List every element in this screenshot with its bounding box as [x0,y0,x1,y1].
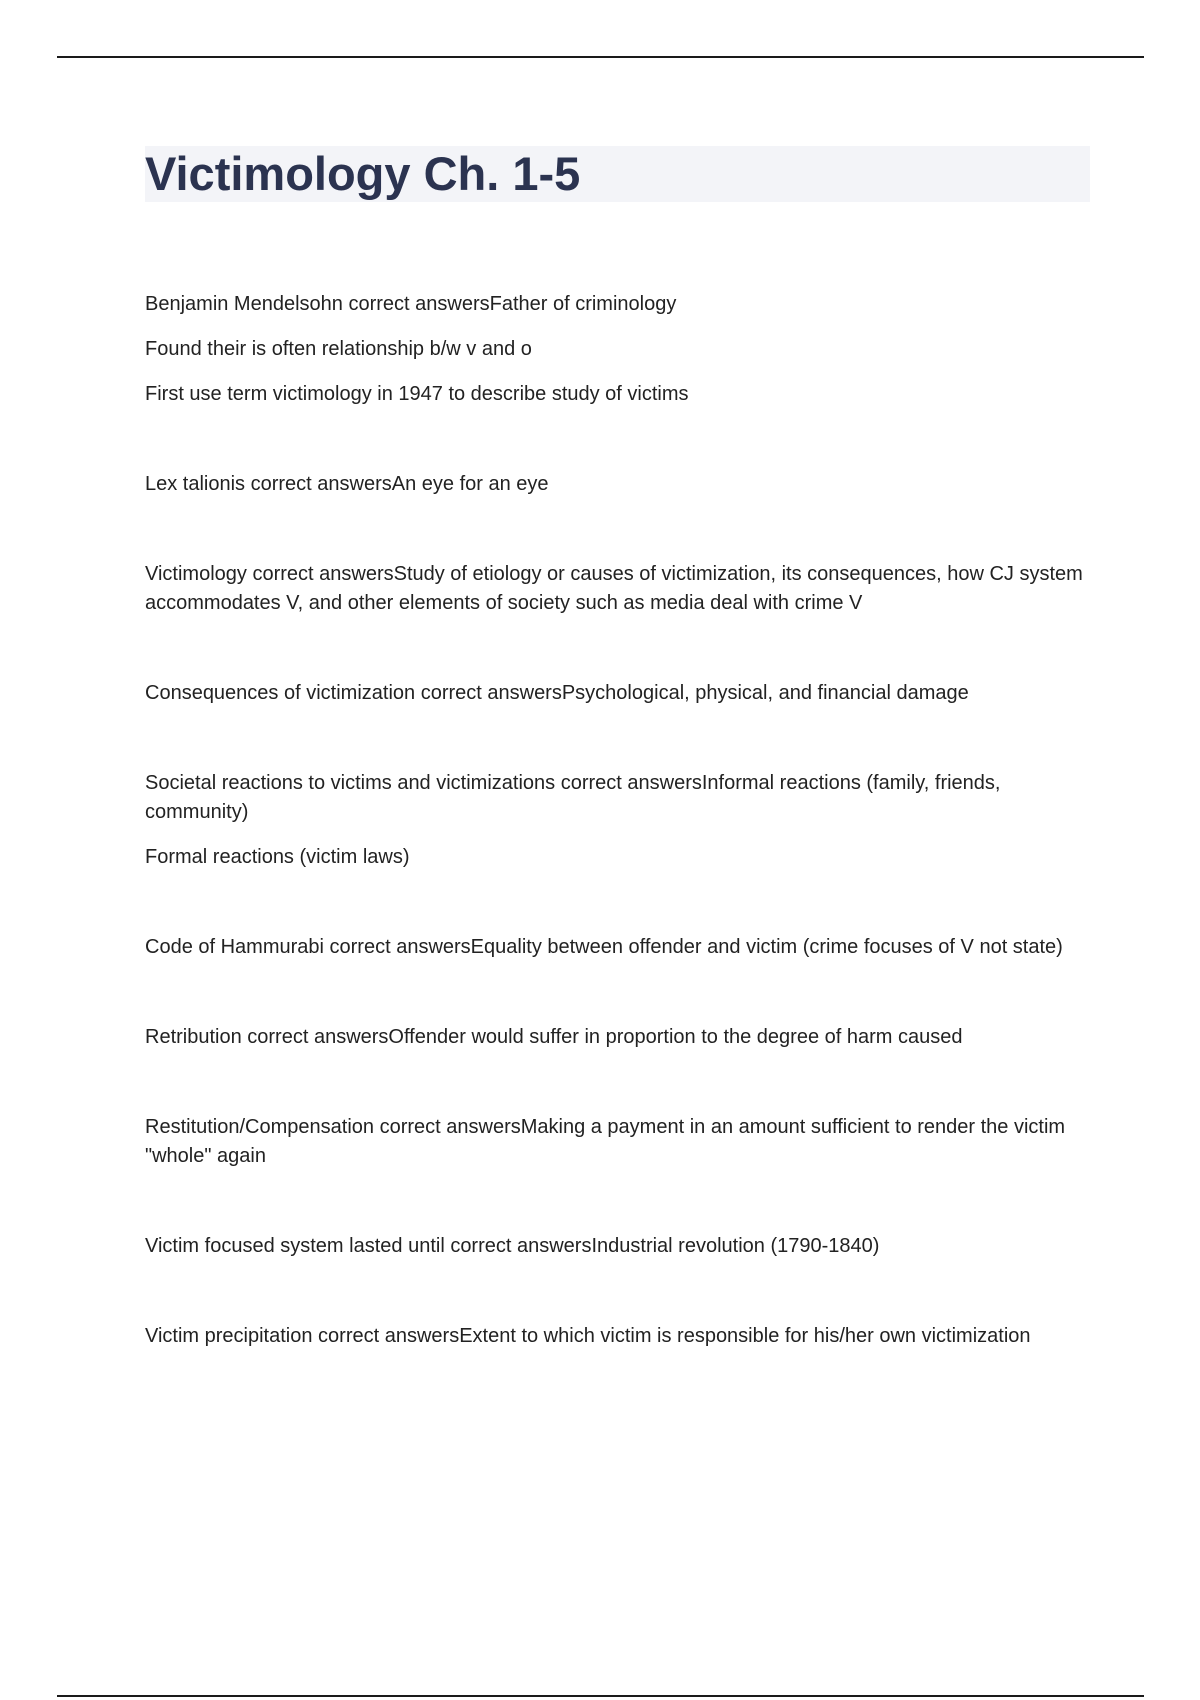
entry-societal-reactions [145,769,1095,872]
entry-line: Consequences of victimization correct answersPsychological, physical, and financial damage [145,682,969,704]
flashcard-list [145,290,1095,1412]
entry-consequences [145,679,1095,708]
entry-victim-focused-system [145,1232,1095,1261]
entry-hammurabi [145,933,1095,962]
entry-line: Restitution/Compensation correct answersMaking a payment in an amount sufficient to render the victim "whole" again [145,1116,1066,1167]
entry-line: Societal reactions to victims and victimizations correct answersInformal reactions (family, friends, community) [145,772,1001,823]
bottom-rule [57,1695,1144,1697]
top-rule [57,56,1144,58]
entry-mendelsohn [145,290,1095,409]
entry-retribution [145,1023,1095,1052]
entry-line: Formal reactions (victim laws) [145,846,410,868]
entry-line: Victim precipitation correct answersExtent to which victim is responsible for his/her own victimization [145,1325,1031,1347]
entry-line: Code of Hammurabi correct answersEquality between offender and victim (crime focuses of V not state) [145,936,1063,958]
page-title: Victimology Ch. 1-5 [145,147,581,200]
entry-line: Benjamin Mendelsohn correct answersFather of criminology [145,293,677,315]
entry-line: First use term victimology in 1947 to describe study of victims [145,383,689,405]
entry-restitution [145,1113,1095,1171]
entry-line: Found their is often relationship b/w v and o [145,338,532,360]
entry-line: Lex talionis correct answersAn eye for an eye [145,473,549,495]
entry-victimology [145,560,1095,618]
entry-line: Victim focused system lasted until correct answersIndustrial revolution (1790-1840) [145,1235,880,1257]
entry-line: Retribution correct answersOffender would suffer in proportion to the degree of harm caused [145,1026,963,1048]
entry-lex-talionis [145,470,1095,499]
entry-victim-precipitation [145,1322,1095,1351]
entry-line: Victimology correct answersStudy of etiology or causes of victimization, its consequences, how CJ system accommodates V, and other elements of society such as media deal with crime V [145,563,1083,614]
